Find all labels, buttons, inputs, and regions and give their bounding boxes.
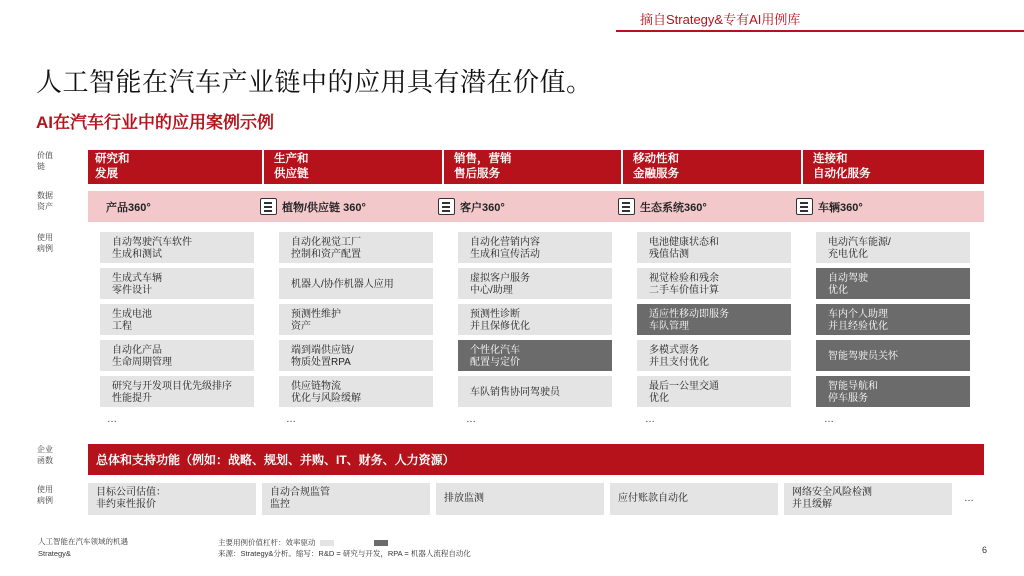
data-assets-bar <box>88 191 984 222</box>
use-case-cell: 车队销售协同驾驶员 <box>458 376 612 407</box>
ellipsis: … <box>466 414 476 425</box>
support-case: 自动合规监管 监控 <box>262 483 430 515</box>
asset-ecosystem-label: 生态系统360° <box>640 201 707 214</box>
value-chain-separator <box>801 150 803 184</box>
asset-vehicle-label: 车辆360° <box>818 201 863 214</box>
header-rule <box>616 30 1024 32</box>
use-case-cell: 车内个人助理 并且经验优化 <box>816 304 970 335</box>
row-label-value-chain: 价值 链 <box>37 151 53 171</box>
asset-customer-label: 客户360° <box>460 201 505 214</box>
asset-plant-label: 植物/供应链 360° <box>282 201 366 214</box>
use-case-cell: 多模式票务 并且支付优化 <box>637 340 791 371</box>
ellipsis: … <box>107 414 117 425</box>
use-case-cell: 智能导航和 停车服务 <box>816 376 970 407</box>
support-case: 应付账款自动化 <box>610 483 778 515</box>
asset-plant <box>260 191 366 222</box>
use-case-cell: 自动化产品 生命周期管理 <box>100 340 254 371</box>
asset-ecosystem <box>618 191 707 222</box>
support-case: 排放监测 <box>436 483 604 515</box>
footer-source: 来源：Strategy&分析。缩写：R&D = 研究与开发，RPA = 机器人流程自动化 <box>218 549 471 558</box>
use-case-cell: 预测性维护 资产 <box>279 304 433 335</box>
ellipsis: … <box>645 414 655 425</box>
use-case-cell: 自动化视觉工厂 控制和资产配置 <box>279 232 433 263</box>
use-case-cell: 自动驾驶汽车软件 生成和测试 <box>100 232 254 263</box>
footer-brand: Strategy& <box>38 549 71 558</box>
footer-notes <box>218 537 471 559</box>
support-case: 网络安全风险检测 并且缓解 <box>784 483 952 515</box>
row-label-data-assets: 数据 资产 <box>37 191 53 211</box>
legend <box>218 537 471 548</box>
row-label-use-cases-2: 使用 病例 <box>37 485 53 505</box>
value-chain-production: 生产和 供应链 <box>274 153 309 180</box>
value-chain-connected: 连接和 自动化服务 <box>813 153 871 180</box>
row-label-use-cases: 使用 病例 <box>37 233 53 253</box>
value-chain-separator <box>442 150 444 184</box>
value-chain-sales: 销售，营销 售后服务 <box>454 153 512 180</box>
value-chain-separator <box>621 150 623 184</box>
chip-icon <box>438 198 455 215</box>
use-case-cell: 自动化营销内容 生成和宣传活动 <box>458 232 612 263</box>
use-case-cell: 电动汽车能源/ 充电优化 <box>816 232 970 263</box>
use-case-cell: 端到端供应链/ 物质处置RPA <box>279 340 433 371</box>
page-title: 人工智能在汽车产业链中的应用具有潜在价值。 <box>36 67 593 97</box>
use-case-cell: 最后一公里交通 优化 <box>637 376 791 407</box>
page-subtitle: AI在汽车行业中的应用案例示例 <box>36 113 274 132</box>
use-case-cell: 视觉检验和残余 二手车价值计算 <box>637 268 791 299</box>
legend-light-swatch <box>320 540 334 546</box>
chip-icon <box>260 198 277 215</box>
source-tag: 摘自Strategy&专有AI用例库 <box>640 12 801 27</box>
value-chain-separator <box>262 150 264 184</box>
use-case-cell: 智能驾驶员关怀 <box>816 340 970 371</box>
asset-customer <box>438 191 505 222</box>
use-case-cell: 生成电池 工程 <box>100 304 254 335</box>
use-case-cell: 适应性移动即服务 车队管理 <box>637 304 791 335</box>
asset-vehicle <box>796 191 863 222</box>
use-case-cell: 研究与开发项目优先级排序 性能提升 <box>100 376 254 407</box>
support-case: 目标公司估值： 非约束性报价 <box>88 483 256 515</box>
chip-icon <box>796 198 813 215</box>
use-case-cell: 自动驾驶 优化 <box>816 268 970 299</box>
use-case-cell: 生成式车辆 零件设计 <box>100 268 254 299</box>
ellipsis: … <box>964 493 974 504</box>
footer-report-title: 人工智能在汽车领域的机遇 <box>38 537 128 546</box>
use-case-cell: 预测性诊断 并且保修优化 <box>458 304 612 335</box>
value-chain-mobility: 移动性和 金融服务 <box>633 153 679 180</box>
footer-left <box>38 536 128 560</box>
asset-product-label: 产品360° <box>106 201 151 214</box>
use-case-cell: 个性化汽车 配置与定价 <box>458 340 612 371</box>
page-number: 6 <box>982 545 988 555</box>
use-case-cell: 机器人/协作机器人应用 <box>279 268 433 299</box>
support-functions-bar: 总体和支持功能（例如：战略、规划、并购、IT、财务、人力资源） <box>88 444 984 475</box>
use-case-cell: 供应链物流 优化与风险缓解 <box>279 376 433 407</box>
legend-dark-swatch <box>374 540 388 546</box>
value-chain-bar <box>88 150 984 184</box>
use-case-cell: 电池健康状态和 残值估测 <box>637 232 791 263</box>
use-case-cell: 虚拟客户服务 中心/助理 <box>458 268 612 299</box>
asset-product <box>106 191 151 222</box>
ellipsis: … <box>824 414 834 425</box>
legend-label: 主要用例价值杠杆：效率驱动 <box>218 538 316 547</box>
chip-icon <box>618 198 635 215</box>
value-chain-rnd: 研究和 发展 <box>95 153 130 180</box>
ellipsis: … <box>286 414 296 425</box>
row-label-enterprise: 企业 函数 <box>37 445 53 465</box>
